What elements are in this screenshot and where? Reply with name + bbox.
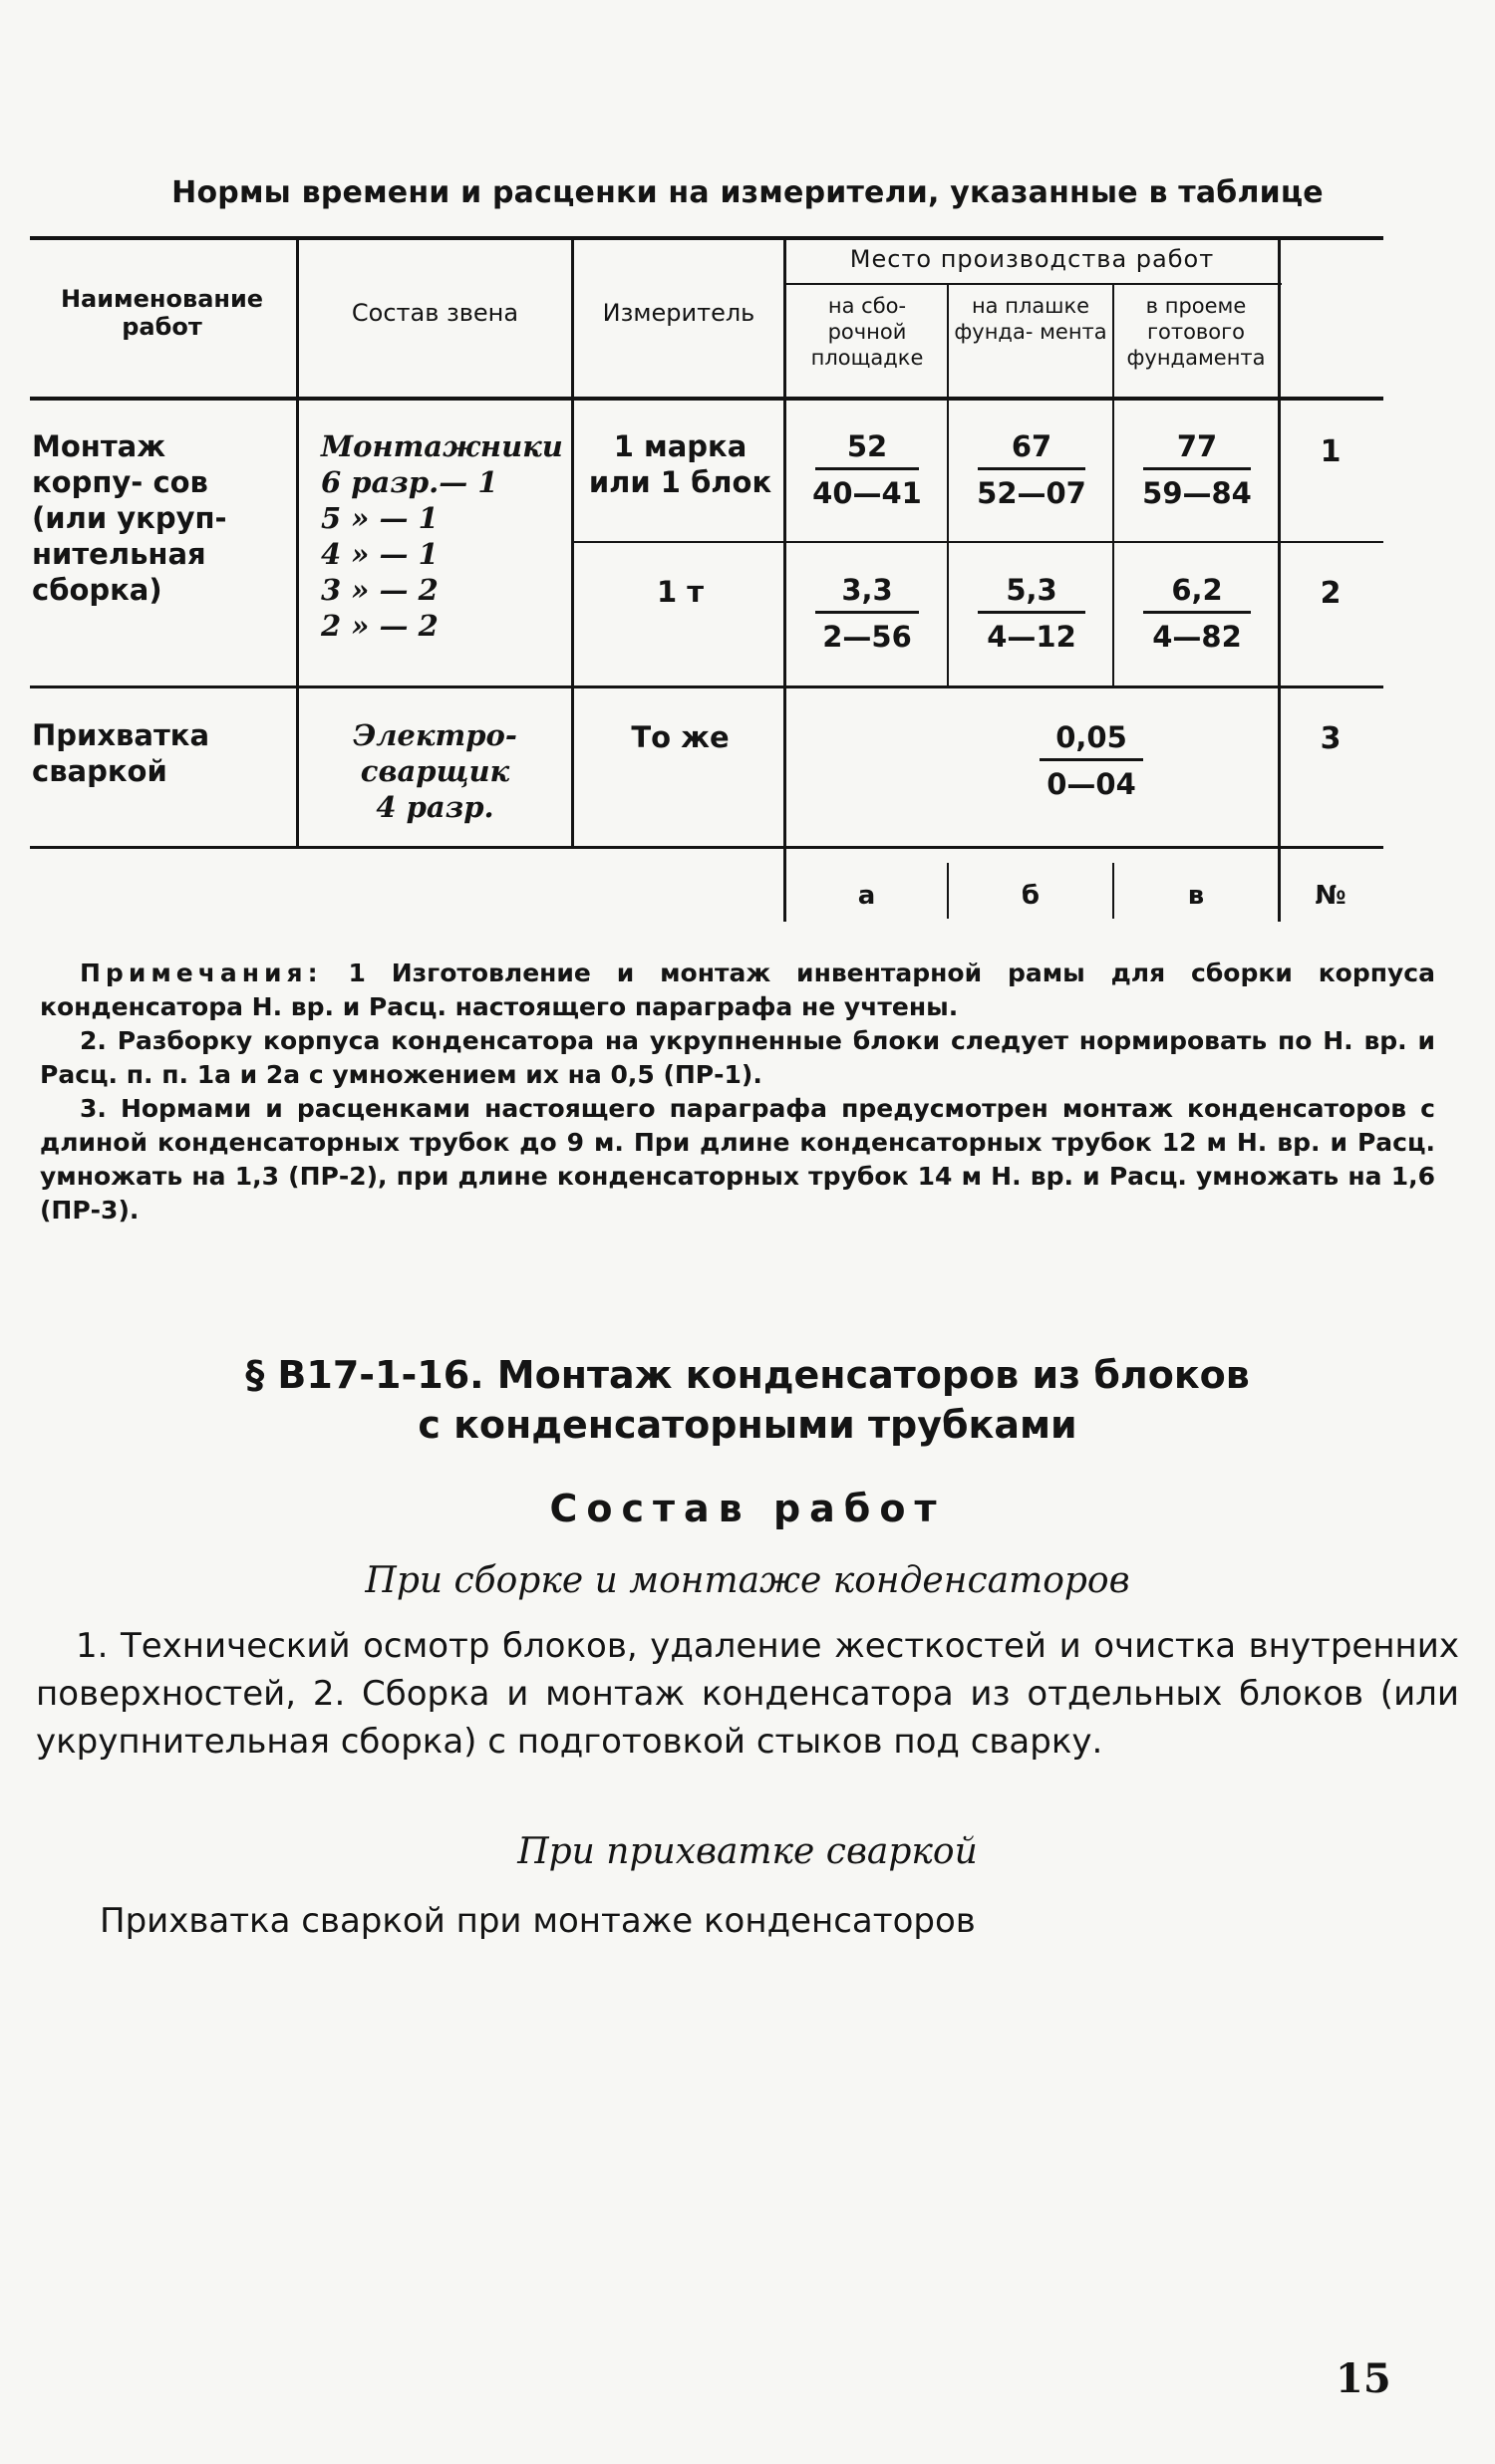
row3-crew: [299, 717, 571, 825]
row1-a-norm: 52: [846, 429, 888, 463]
header-bottom-rule: [30, 397, 1383, 401]
fraction-bar: [978, 467, 1085, 470]
header-place-group: Место производства работ: [849, 245, 1215, 273]
column-letter-a: а: [857, 881, 876, 911]
row1-crew-line-4: 4 » — 1: [321, 537, 439, 571]
header-unit: Измеритель: [602, 299, 755, 327]
fraction-bar: [1143, 467, 1251, 470]
row1-crew-line-6: 2 » — 2: [321, 609, 439, 643]
subheading-assembly: При сборке и монтаже конденсаторов: [365, 1560, 1130, 1601]
column-letter-c: в: [1187, 881, 1205, 911]
row1-value-b: [955, 428, 1108, 511]
row-divider-2-3: [30, 685, 1383, 688]
vrule-unit-a: [783, 236, 786, 922]
row1-c-rate: 59—84: [1142, 476, 1252, 510]
row2-c-rate: 4—82: [1152, 620, 1242, 654]
row1-value-c: [1120, 428, 1274, 511]
row-divider-1-2: [572, 541, 1383, 543]
row3-value-all: [987, 719, 1196, 802]
row2-value-c: [1120, 572, 1274, 655]
table-notes: [40, 957, 1435, 1228]
tack-welding-text: Прихватка сваркой при монтаже конденсаторов: [100, 1901, 976, 1941]
row1-crew-line-3: 5 » — 1: [321, 501, 439, 535]
row1-b-rate: 52—07: [977, 476, 1086, 510]
row2-b-rate: 4—12: [987, 620, 1076, 654]
vrule-b-c: [1112, 285, 1114, 688]
place-header-rule: [783, 283, 1282, 285]
vrule-crew-unit: [571, 236, 574, 849]
header-work-name: Наименование работ: [60, 285, 264, 341]
subheading-tack-welding: При прихватке сваркой: [517, 1831, 978, 1872]
row3-bottom-rule: [30, 846, 1383, 849]
vrule-c-no: [1278, 236, 1281, 922]
row3-norm: 0,05: [1055, 720, 1127, 754]
row2-number: 2: [1320, 576, 1342, 611]
row1-number: 1: [1320, 434, 1342, 469]
row1-unit: 1 марка или 1 блок: [588, 429, 772, 499]
header-crew: Состав звена: [351, 299, 519, 327]
composition-heading: Состав работ: [549, 1487, 946, 1530]
column-number-sign: №: [1315, 881, 1346, 911]
row2-a-norm: 3,3: [841, 573, 893, 607]
header-place-c: в проеме готового фундамента: [1126, 294, 1266, 370]
row3-crew-line-3: 4 разр.: [376, 790, 494, 824]
column-letter-b: б: [1021, 881, 1041, 911]
note-2: 2. Разборку корпуса конденсатора на укрупненные блоки следует нормировать по Н. вр. и Расц. п. п. 1а и 2а с умножением их на 0,5 (ПР-1).: [40, 1026, 1435, 1089]
row1-crew-line-5: 3 » — 2: [321, 573, 439, 607]
row2-unit: 1 т: [656, 575, 705, 609]
row1-value-a: [792, 428, 942, 511]
fraction-bar: [815, 611, 919, 614]
row2-value-b: [955, 572, 1108, 655]
row2-value-a: [792, 572, 942, 655]
row1-crew-line-2: 6 разр.— 1: [321, 465, 498, 499]
row3-number: 3: [1320, 721, 1342, 756]
header-place-a: на сбо- рочной площадке: [810, 294, 924, 370]
row3-work: Прихватка сваркой: [32, 718, 210, 788]
row3-crew-line-1: Электро-: [353, 718, 517, 752]
row3-rate: 0—04: [1046, 767, 1136, 801]
row2-c-norm: 6,2: [1171, 573, 1223, 607]
assembly-text: 1. Технический осмотр блоков, удаление жесткостей и очистка внутренних поверхностей, 2. Сборка и монтаж конденсатора из отдельных блоков (или укрупнительная сборка) с подготовкой стыков под сварку.: [36, 1626, 1459, 1762]
row1-c-norm: 77: [1176, 429, 1218, 463]
row3-crew-line-2: сварщик: [360, 754, 510, 788]
row1-crew: [321, 428, 570, 644]
vrule-a-b: [947, 285, 949, 688]
row3-unit: То же: [631, 720, 730, 754]
table-top-rule: [30, 236, 1383, 240]
row1-crew-line-1: Монтажники: [321, 429, 563, 463]
fraction-bar: [1040, 758, 1143, 761]
section-title: [100, 1350, 1395, 1450]
row2-b-norm: 5,3: [1006, 573, 1057, 607]
row1-a-rate: 40—41: [812, 476, 922, 510]
page-number: 15: [1336, 2355, 1391, 2402]
note-3: 3. Нормами и расценками настоящего параграфа предусмотрен монтаж конденсаторов с длиной конденсаторных трубок до 9 м. При длине конденсаторных трубок 12 м Н. вр. и Расц. умножать на 1,3 (ПР-2), при длине конденсаторных трубок 14 м Н. вр. и Расц. умножать на 1,6 (ПР-3).: [40, 1094, 1435, 1225]
note-1: [40, 957, 1435, 1024]
fraction-bar: [815, 467, 919, 470]
row1-b-norm: 67: [1011, 429, 1052, 463]
row1-work: Монтаж корпу- сов (или укруп- нительная сборка): [32, 429, 227, 607]
row2-a-rate: 2—56: [822, 620, 912, 654]
fraction-bar: [1143, 611, 1251, 614]
note-1-text: 1 Изготовление и монтаж инвентарной рамы для сборки корпуса конденсатора Н. вр. и Расц. настоящего параграфа не учтены.: [40, 958, 1435, 1021]
table-caption: Нормы времени и расценки на измерители, указанные в таблице: [171, 175, 1324, 210]
header-place-b: на плашке фунда- мента: [954, 294, 1107, 344]
section-title-line-2: с конденсаторными трубками: [418, 1403, 1077, 1447]
notes-lead: Примечания:: [80, 958, 323, 987]
section-title-line-1: § В17-1-16. Монтаж конденсаторов из блоков: [245, 1353, 1250, 1397]
fraction-bar: [978, 611, 1085, 614]
